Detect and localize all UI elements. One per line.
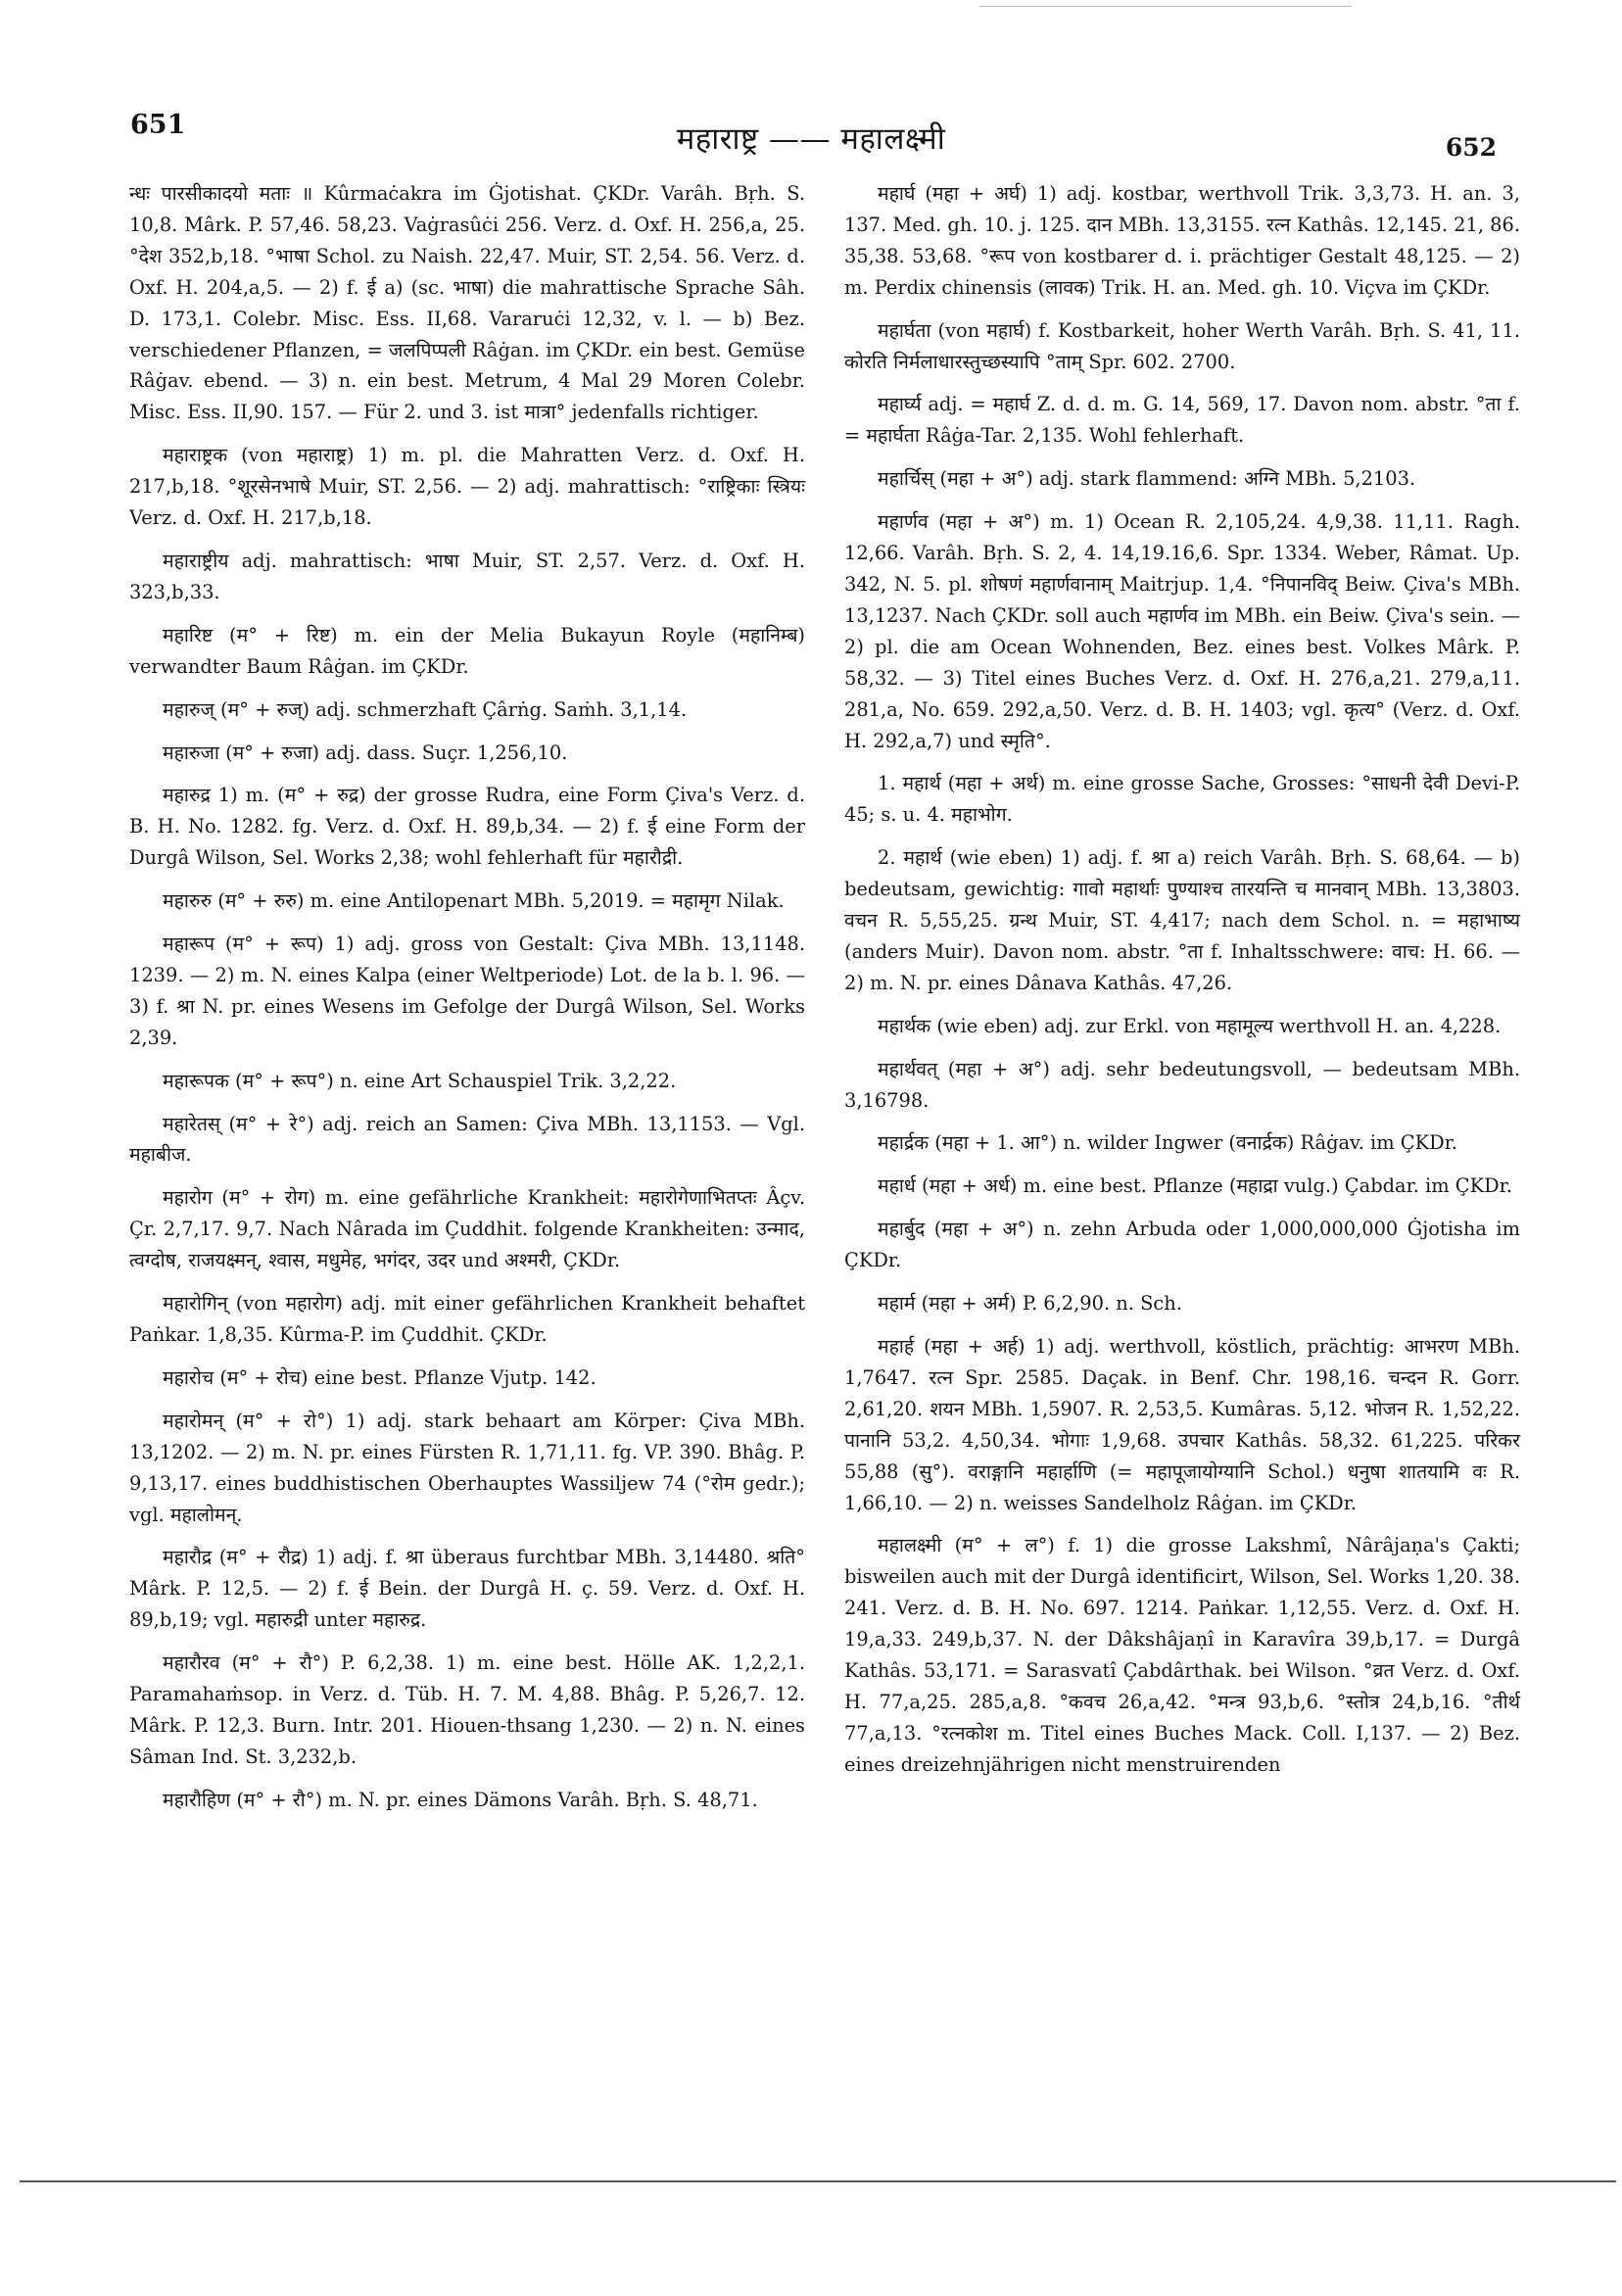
dictionary-entry: महार्णव (महा + अ°) m. 1) Ocean R. 2,105,24. 4,9,38. 11,11. Ragh. 12,66. Varâh. Bṛh. S. 2, 4. 14,19.16,6. Spr. 1334. Weber, Râmat. Up. 342, N. 5. pl. शोषणं महार्णवानाम् Maitrjup. 1,4. °निपानविद् Beiw. Çiva's MBh. 13,1237. Nach ÇKDr. soll auch महार्णव im MBh. ein Beiw. Çiva's sein. — 2) pl. die am Ocean Wohnenden, Bez. eines best. Volkes Mârk. P. 58,32. — 3) Titel eines Buches Verz. d. Oxf. H. 276,a,21. 279,a,11. 281,a, No. 659. 292,a,50. Verz. d. B. H. 1403; vgl. कृत्य° (Verz. d. Oxf. H. 292,a,7) und स्मृति°.	[844, 510, 1520, 752]
dictionary-entry: महार्ध (महा + अर्ध) m. eine best. Pflanze (महाद्रा vulg.) Çabdar. im ÇKDr.	[878, 1174, 1512, 1198]
right-column	[844, 178, 1520, 1793]
dictionary-entry: महारेतस् (म° + रे°) adj. reich an Samen: Çiva MBh. 13,1153. — Vgl. महाबीज.	[129, 1112, 805, 1167]
dictionary-entry: महालक्ष्मी (म° + ल°) f. 1) die grosse Lakshmî, Nârâjaṇa's Çakti; bisweilen auch mit der Durgâ identificirt, Wilson, Sel. Works 1,20. 38. 241. Verz. d. B. H. No. 697. 1214. Paṅkar. 1,12,55. Verz. d. Oxf. H. 19,a,33. 249,b,37. N. der Dâkshâjaṇî in Karavîra 39,b,17. = Durgâ Kathâs. 53,171. = Sarasvatî Çabdârthak. bei Wilson. °व्रत Verz. d. Oxf. H. 77,a,25. 285,a,8. °कवच 26,a,42. °मन्त्र 93,b,6. °स्तोत्र 24,b,16. °तीर्थ 77,a,13. °रत्नकोश m. Titel eines Buches Mack. Coll. I,137. — 2) Bez. eines dreizehnjährigen nicht menstruirenden	[844, 1534, 1520, 1776]
dictionary-entry: महारुज् (म° + रुज्) adj. schmerzhaft Çârṅg. Saṁh. 3,1,14.	[163, 697, 688, 721]
dictionary-entry: महार्बुद (महा + अ°) n. zehn Arbuda oder 1,000,000,000 Ġjotisha im ÇKDr.	[844, 1218, 1520, 1272]
dictionary-entry: महारौरव (म° + रौ°) P. 6,2,38. 1) m. eine best. Hölle AK. 1,2,2,1. Paramahaṁsop. in Verz. d. Tüb. H. 7. M. 4,88. Bhâg. P. 5,26,7. 12. Mârk. P. 12,3. Burn. Intr. 201. Hiouen-thsang 1,230. — 2) n. N. eines Sâman Ind. St. 3,232,b.	[129, 1651, 805, 1768]
dictionary-entry: महाराष्ट्रीय adj. mahrattisch: भाषा Muir, ST. 2,57. Verz. d. Oxf. H. 323,b,33.	[129, 549, 805, 603]
dictionary-entry: महार्चिस् (महा + अ°) adj. stark flammend: अग्नि MBh. 5,2103.	[878, 467, 1416, 491]
dictionary-entry: महाराष्ट्रक (von महाराष्ट्र) 1) m. pl. die Mahratten Verz. d. Oxf. H. 217,b,18. °शूरसेनभाषे Muir, ST. 2,56. — 2) adj. mahrattisch: °राष्ट्रिकाः स्त्रियः Verz. d. Oxf. H. 217,b,18.	[129, 444, 805, 530]
dictionary-entry: महार्घ (महा + अर्घ) 1) adj. kostbar, werthvoll Trik. 3,3,73. H. an. 3, 137. Med. gh. 10. j. 125. दान MBh. 13,3155. रत्न Kathâs. 12,145. 21, 86. 35,38. 53,68. °रूप von kostbarer d. i. prächtiger Gestalt 48,125. — 2) m. Perdix chinensis (लावक) Trik. H. an. Med. gh. 10. Viçva im ÇKDr.	[844, 182, 1520, 299]
page-header	[0, 110, 1622, 168]
entry-continuation: न्धः पारसीकादयो मताः ॥ Kûrmaċakra im Ġjotishat. ÇKDr. Varâh. Bṛh. S. 10,8. Mârk. P. 57,46. 58,23. Vaġrasûċi 256. Verz. d. Oxf. H. 256,a, 25. °देश 352,b,18. °भाषा Schol. zu Naish. 22,47. Muir, ST. 2,54. 56. Verz. d. Oxf. H. 204,a,5. — 2) f. ई a) (sc. भाषा) die mahrattische Sprache Sâh. D. 173,1. Colebr. Misc. Ess. II,68. Vararuċi 12,32, v. l. — b) Bez. verschiedener Pflanzen, = जलपिप्पली Râġan. im ÇKDr. ein best. Gemüse Râġav. ebend. — 3) n. ein best. Metrum, 4 Mal 29 Moren Colebr. Misc. Ess. II,90. 157. — Für 2. und 3. ist मात्रा° jedenfalls richtiger.	[129, 182, 805, 424]
page-title: महाराष्ट्र —— महालक्ष्मी	[676, 121, 946, 157]
dictionary-entry: महार्द्रक (महा + 1. आ°) n. wilder Ingwer (वनार्द्रक) Râġav. im ÇKDr.	[878, 1131, 1457, 1155]
dictionary-entry: महारौद्र (म° + रौद्र) 1) adj. f. श्रा überaus furchtbar MBh. 3,14480. श्रति° Mârk. P. 12,5. — 2) f. ई Bein. der Durgâ H. ç. 59. Verz. d. Oxf. H. 89,b,19; vgl. महारुद्री unter महारुद्र.	[129, 1546, 805, 1632]
dictionary-entry: महार्म (महा + अर्म) P. 6,2,90. n. Sch.	[878, 1292, 1182, 1315]
dictionary-entry: महारोग (म° + रोग) m. eine gefährliche Krankheit: महारोगेणाभितप्तः Âçv. Çr. 2,7,17. 9,7. Nach Nârada im Çuddhit. folgende Krankheiten: उन्माद, त्वग्दोष, राजयक्ष्मन्, श्वास, मधुमेह, भगंदर, उदर und अश्मरी, ÇKDr.	[129, 1186, 805, 1272]
dictionary-entry: 1. महार्थ (महा + अर्थ) m. eine grosse Sache, Grosses: °साधनी देवी Devi-P. 45; s. u. 4. महाभोग.	[844, 772, 1520, 827]
dictionary-entry: महारुद्र 1) m. (म° + रुद्र) der grosse Rudra, eine Form Çiva's Verz. d. B. H. No. 1282. fg. Verz. d. Oxf. H. 89,b,34. — 2) f. ई eine Form der Durgâ Wilson, Sel. Works 2,38; wohl fehlerhaft für महारौद्री.	[129, 784, 805, 870]
bottom-rule	[20, 2180, 1616, 2182]
dictionary-entry: महारुरु (म° + रुरु) m. eine Antilopenart MBh. 5,2019. = महामृग Nilak.	[163, 889, 785, 913]
dictionary-entry: महारोगिन् (von महारोग) adj. mit einer gefährlichen Krankheit behaftet Paṅkar. 1,8,35. Kûrma-P. im Çuddhit. ÇKDr.	[129, 1292, 805, 1346]
page-number-right: 652	[1445, 133, 1497, 162]
dictionary-entry: महारोमन् (म° + रो°) 1) adj. stark behaart am Körper: Çiva MBh. 13,1202. — 2) m. N. pr. eines Fürsten R. 1,71,11. fg. VP. 390. Bhâg. P. 9,13,17. eines buddhistischen Oberhauptes Wassiljew 74 (°रोम gedr.); vgl. महालोमन्.	[129, 1409, 805, 1526]
dictionary-entry: महारुजा (म° + रुजा) adj. dass. Suçr. 1,256,10.	[163, 741, 568, 764]
page-number-left: 651	[130, 110, 186, 140]
top-edge-rule	[979, 6, 1352, 7]
left-column	[129, 178, 805, 1828]
dictionary-entry: महारिष्ट (म° + रिष्ट) m. ein der Melia Bukayun Royle (महानिम्ब) verwandter Baum Râġan. im ÇKDr.	[129, 623, 805, 678]
dictionary-entry: महारूप (म° + रूप) 1) adj. gross von Gestalt: Çiva MBh. 13,1148. 1239. — 2) m. N. eines Kalpa (einer Weltperiode) Lot. de la b. l. 96. — 3) f. श्रा N. pr. eines Wesens im Gefolge der Durgâ Wilson, Sel. Works 2,39.	[129, 933, 805, 1049]
dictionary-entry: महारूपक (म° + रूप°) n. eine Art Schauspiel Trik. 3,2,22.	[163, 1069, 677, 1092]
dictionary-entry: महारौहिण (म° + रौ°) m. N. pr. eines Dämons Varâh. Bṛh. S. 48,71.	[163, 1788, 758, 1811]
dictionary-entry: महार्ह (महा + अर्ह) 1) adj. werthvoll, köstlich, prächtig: आभरण MBh. 1,7647. रत्न Spr. 2585. Daçak. in Benf. Chr. 198,16. चन्दन R. Gorr. 2,61,20. शयन MBh. 1,5907. R. 2,53,5. Kumâras. 5,12. भोजन R. 1,52,22. पानानि 53,2. 4,50,34. भोगाः 1,9,68. उपचार Kathâs. 58,32. 61,225. परिकर 55,88 (सु°). वराङ्गानि महार्हाणि (= महापूजायोग्यानि Schol.) धनुषा शातयामि वः R. 1,66,10. — 2) n. weisses Sandelholz Râġan. im ÇKDr.	[844, 1335, 1520, 1514]
dictionary-entry: महार्थक (wie eben) adj. zur Erkl. von महामूल्य werthvoll H. an. 4,228.	[878, 1014, 1502, 1037]
dictionary-entry: महार्घता (von महार्घ) f. Kostbarkeit, hoher Werth Varâh. Bṛh. S. 41, 11. कोरति निर्मलाधारस्तुच्छस्यापि °ताम् Spr. 602. 2700.	[844, 318, 1520, 373]
dictionary-entry: महारोच (म° + रोच) eine best. Pflanze Vjutp. 142.	[163, 1365, 596, 1389]
dictionary-entry: महार्घ्य adj. = महार्घ Z. d. d. m. G. 14, 569, 17. Davon nom. abstr. °ता f. = महार्घता Râġa-Tar. 2,135. Wohl fehlerhaft.	[844, 393, 1520, 448]
dictionary-entry: 2. महार्थ (wie eben) 1) adj. f. श्रा a) reich Varâh. Bṛh. S. 68,64. — b) bedeutsam, gewichtig: गावो महार्थाः पुण्याश्च तारयन्ति च मानवान् MBh. 13,3803. वचन R. 5,55,25. ग्रन्थ Muir, ST. 4,417; nach dem Schol. n. = महाभाष्य (anders Muir). Davon nom. abstr. °ता f. Inhaltsschwere: वाच: H. 66. — 2) m. N. pr. eines Dânava Kathâs. 47,26.	[844, 846, 1520, 994]
dictionary-entry: महार्थवत् (महा + अ°) adj. sehr bedeutungsvoll, — bedeutsam MBh. 3,16798.	[844, 1057, 1520, 1112]
